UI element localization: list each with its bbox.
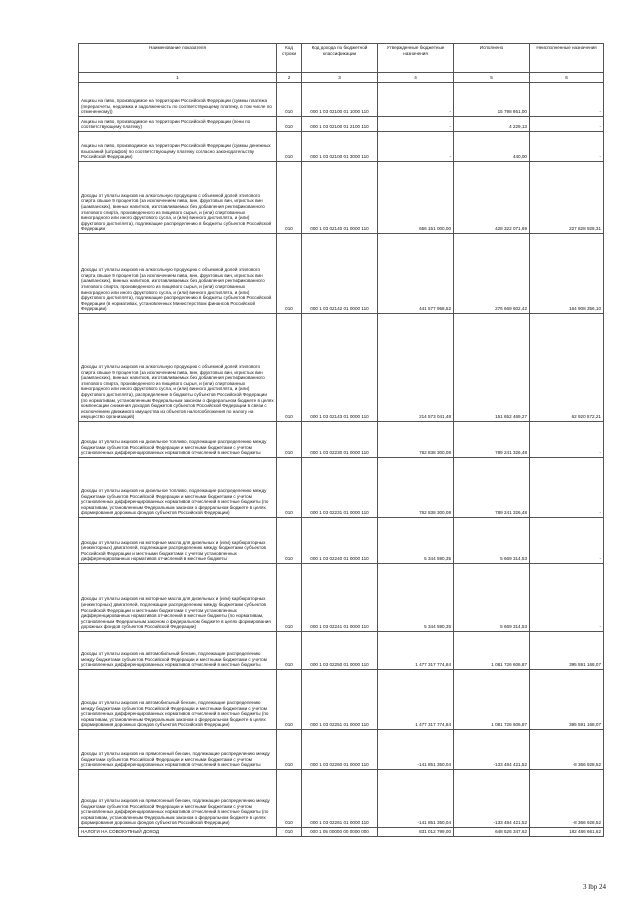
row-line-code: 010 <box>277 518 302 564</box>
row-line-code: 010 <box>277 564 302 632</box>
row-line-code: 010 <box>277 234 302 314</box>
row-income-code: 000 1 03 02240 01 0000 110 <box>302 518 378 564</box>
row-line-code: 010 <box>277 314 302 422</box>
row-approved: 656 151 000,00 <box>378 162 454 234</box>
row-approved: - <box>378 117 454 132</box>
row-unexecuted: -8 366 928,52 <box>530 730 604 770</box>
row-line-code: 010 <box>277 422 302 458</box>
row-executed: 151 652 469,27 <box>454 314 530 422</box>
row-line-code: 010 <box>277 132 302 162</box>
col-header-executed: Исполнено <box>454 44 530 73</box>
row-executed: 5 669 314,53 <box>454 518 530 564</box>
row-income-code: 000 1 03 02100 01 2100 110 <box>302 117 378 132</box>
row-name: Доходы от уплаты акцизов на автомобильный бензин, подлежащие распределению между бюджетами субъектов Российской Федерации и местными бюджетами с учетом установленных дифференцированных нормативов отчислений в местные бюджеты <box>79 632 277 670</box>
column-number-row <box>79 73 604 83</box>
table-row <box>79 518 604 564</box>
row-approved: 214 573 041,48 <box>378 314 454 422</box>
row-income-code: 000 1 03 02260 01 0000 110 <box>302 730 378 770</box>
table-row <box>79 730 604 770</box>
row-income-code: 000 1 03 02251 01 0000 110 <box>302 670 378 730</box>
table-row <box>79 828 604 837</box>
row-name: Акцизы на пиво, производимое на территории Российской Федерации (пени по соответствующему платежу) <box>79 117 277 132</box>
col-header-line-code: Код строки <box>277 44 302 73</box>
row-name: Доходы от уплаты акцизов на прямогонный бензин, подлежащие распределению между бюджетами субъектов Российской Федерации и местными бюджетами с учетом установленных дифференцированных нормативов отчислений в местные бюджеты <box>79 730 277 770</box>
column-number: 3 <box>302 73 378 83</box>
table-row <box>79 314 604 422</box>
row-income-code: 000 1 03 02250 01 0000 110 <box>302 632 378 670</box>
row-name: Доходы от уплаты акцизов на алкогольную продукцию с объемной долей этилового спирта свыше 9 процентов (за исключением пива, вин, фруктовых вин, игристых вин (шампанских), винных напитков, изготавливаемых без добавления ректификованного этилового спирта, произведенного из пищевого сырья, и (или) спиртованных виноградного или иного фруктового сусла, и (или) винного дистиллята, и (или) фруктового дистиллята), подлежащие распределению в бюджеты субъектов Российской Федерации (в нормативах, установленных Министерством финансов Российской Федерации) <box>79 234 277 314</box>
row-unexecuted: - <box>530 458 604 518</box>
row-unexecuted: - <box>530 422 604 458</box>
row-unexecuted: - <box>530 83 604 117</box>
row-line-code: 010 <box>277 632 302 670</box>
table-row <box>79 564 604 632</box>
row-name: Акцизы на пиво, производимое на территории Российской Федерации (суммы платежа (перерасчеты, недоимка и задолженность по соответствующему платежу, в том числе по отмененному)) <box>79 83 277 117</box>
row-income-code: 000 1 03 02142 01 0000 110 <box>302 234 378 314</box>
row-approved: 5 344 590,35 <box>378 518 454 564</box>
row-executed: 648 526 347,62 <box>454 828 530 837</box>
table-row <box>79 458 604 518</box>
row-unexecuted: 182 486 661,62 <box>530 828 604 837</box>
row-approved: 1 477 317 774,84 <box>378 632 454 670</box>
row-executed: 789 241 326,48 <box>454 422 530 458</box>
row-income-code: 000 1 03 02230 01 0000 110 <box>302 422 378 458</box>
page-number: 3 lbp 24 <box>583 883 606 891</box>
budget-execution-table <box>78 43 604 837</box>
col-header-approved: Утвержденные бюджетные назначения <box>378 44 454 73</box>
column-number: 6 <box>530 73 604 83</box>
row-name: Доходы от уплаты акцизов на моторные масла для дизельных и (или) карбюраторных (инжекторных) двигателей, подлежащие распределению между бюджетами субъектов Российской Федерации и местными бюджетами с учетом установленных дифференцированных нормативов отчислений в местные бюджеты (по нормативам, установленным Федеральным законом о федеральном бюджете в целях формирования дорожных фондов субъектов Российской Федерации) <box>79 564 277 632</box>
row-executed: 428 322 071,69 <box>454 162 530 234</box>
row-executed: 789 241 326,48 <box>454 458 530 518</box>
table-row <box>79 162 604 234</box>
row-line-code: 010 <box>277 670 302 730</box>
row-income-code: 000 1 03 02241 01 0000 110 <box>302 564 378 632</box>
table-row <box>79 234 604 314</box>
row-line-code: 010 <box>277 828 302 837</box>
table-row <box>79 132 604 162</box>
row-executed: 1 081 726 606,87 <box>454 632 530 670</box>
row-unexecuted: 395 591 168,07 <box>530 670 604 730</box>
row-approved: 831 012 799,00 <box>378 828 454 837</box>
row-name: Доходы от уплаты акцизов на алкогольную продукцию с объемной долей этилового спирта свыше 9 процентов (за исключением пива, вин, фруктовых вин, игристых вин (шампанских), винных напитков, изготавливаемых без добавления ректификованного этилового спирта, произведенного из пищевого сырья, и (или) спиртованных виноградного или иного фруктового сусла, и (или) винного дистиллята, и (или) фруктового дистиллята), подлежащие распределению в бюджеты субъектов Российской Федерации <box>79 162 277 234</box>
row-executed: 1 081 726 606,87 <box>454 670 530 730</box>
row-name: Доходы от уплаты акцизов на дизельное топливо, подлежащие распределению между бюджетами субъектов Российской Федерации и местными бюджетами с учетом установленных дифференцированных нормативов отчислений в местные бюджеты <box>79 422 277 458</box>
table-row <box>79 117 604 132</box>
column-number: 4 <box>378 73 454 83</box>
row-name: Акцизы на пиво, производимое на территории Российской Федерации (суммы денежных взысканий (штрафов) по соответствующему платежу согласно законодательству Российской Федерации) <box>79 132 277 162</box>
row-approved: - <box>378 83 454 117</box>
row-executed: 276 669 602,42 <box>454 234 530 314</box>
row-executed: -133 484 421,52 <box>454 770 530 828</box>
row-approved: 1 477 317 774,84 <box>378 670 454 730</box>
row-approved: 762 838 300,08 <box>378 458 454 518</box>
table-header-row <box>79 44 604 73</box>
row-income-code: 000 1 03 02143 01 0000 110 <box>302 314 378 422</box>
row-executed: 5 669 314,53 <box>454 564 530 632</box>
row-executed: 440,00 <box>454 132 530 162</box>
row-unexecuted: - <box>530 564 604 632</box>
row-name: Доходы от уплаты акцизов на алкогольную продукцию с объемной долей этилового спирта свыше 9 процентов (за исключением пива, вин, фруктовых вин, игристых вин (шампанских), винных напитков, изготавливаемых без добавления ректификованного этилового спирта, произведенного из пищевого сырья, и (или) спиртованных виноградного или иного фруктового сусла, и (или) винного дистиллята, и (или) фруктового дистиллята), распределение в бюджеты субъектов Российской Федерации (по нормативам, установленным Федеральным законом о федеральном бюджете в целях компенсации снижения доходов бюджетов субъектов Российской Федерации в связи с исключением движимого имущества из объектов налогообложения по налогу на имущество организаций) <box>79 314 277 422</box>
row-executed: -133 484 421,52 <box>454 730 530 770</box>
table-row <box>79 770 604 828</box>
table-row <box>79 83 604 117</box>
row-line-code: 010 <box>277 770 302 828</box>
row-approved: 5 344 590,35 <box>378 564 454 632</box>
row-approved: -141 851 350,04 <box>378 770 454 828</box>
row-name: Доходы от уплаты акцизов на автомобильный бензин, подлежащие распределению между бюджетами субъектов Российской Федерации и местными бюджетами с учетом установленных дифференцированных нормативов отчислений в местные бюджеты (по нормативам, установленным Федеральным законом о федеральном бюджете в целях формирования дорожных фондов субъектов Российской Федерации) <box>79 670 277 730</box>
row-name: Доходы от уплаты акцизов на моторные масла для дизельных и (или) карбюраторных (инжекторных) двигателей, подлежащие распределению между бюджетами субъектов Российской Федерации и местными бюджетами с учетом установленных дифференцированных нормативов отчислений в местные бюджеты <box>79 518 277 564</box>
row-income-code: 000 1 03 02140 01 0000 110 <box>302 162 378 234</box>
row-name: Доходы от уплаты акцизов на прямогонный бензин, подлежащие распределению между бюджетами субъектов Российской Федерации и местными бюджетами с учетом установленных дифференцированных нормативов отчислений в местные бюджеты (по нормативам, установленным Федеральным законом о федеральном бюджете в целях формирования дорожных фондов субъектов Российской Федерации) <box>79 770 277 828</box>
col-header-income-code: Код дохода по бюджетной классификации <box>302 44 378 73</box>
row-income-code: 000 1 03 02261 01 0000 110 <box>302 770 378 828</box>
row-income-code: 000 1 03 02100 01 1000 110 <box>302 83 378 117</box>
row-unexecuted: - <box>530 518 604 564</box>
col-header-name: Наименование показателя <box>79 44 277 73</box>
column-number: 1 <box>79 73 277 83</box>
row-income-code: 000 1 05 00000 00 0000 000 <box>302 828 378 837</box>
row-unexecuted: 395 591 168,07 <box>530 632 604 670</box>
row-executed: 15 798 951,00 <box>454 83 530 117</box>
row-approved: 762 838 300,08 <box>378 422 454 458</box>
row-line-code: 010 <box>277 117 302 132</box>
row-approved: - <box>378 132 454 162</box>
row-income-code: 000 1 03 02100 01 3000 110 <box>302 132 378 162</box>
row-approved: 441 577 958,52 <box>378 234 454 314</box>
row-unexecuted: 62 920 572,21 <box>530 314 604 422</box>
row-line-code: 010 <box>277 162 302 234</box>
row-unexecuted: - <box>530 117 604 132</box>
table-row <box>79 422 604 458</box>
row-name: Доходы от уплаты акцизов на дизельное топливо, подлежащие распределению между бюджетами субъектов Российской Федерации и местными бюджетами с учетом установленных дифференцированных нормативов отчислений в местные бюджеты (по нормативам, установленным Федеральным законом о федеральном бюджете в целях формирования дорожных фондов субъектов Российской Федерации) <box>79 458 277 518</box>
row-line-code: 010 <box>277 83 302 117</box>
row-executed: 4 229,13 <box>454 117 530 132</box>
row-line-code: 010 <box>277 730 302 770</box>
row-unexecuted: -8 366 928,52 <box>530 770 604 828</box>
table-row <box>79 670 604 730</box>
row-income-code: 000 1 03 02231 01 0000 110 <box>302 458 378 518</box>
row-unexecuted: 227 828 928,31 <box>530 162 604 234</box>
row-unexecuted: - <box>530 132 604 162</box>
row-name: НАЛОГИ НА СОВОКУПНЫЙ ДОХОД <box>79 828 277 837</box>
column-number: 2 <box>277 73 302 83</box>
column-number: 5 <box>454 73 530 83</box>
row-approved: -141 851 350,04 <box>378 730 454 770</box>
table-row <box>79 632 604 670</box>
col-header-unexecuted: Неисполненные назначения <box>530 44 604 73</box>
row-unexecuted: 164 908 356,10 <box>530 234 604 314</box>
row-line-code: 010 <box>277 458 302 518</box>
